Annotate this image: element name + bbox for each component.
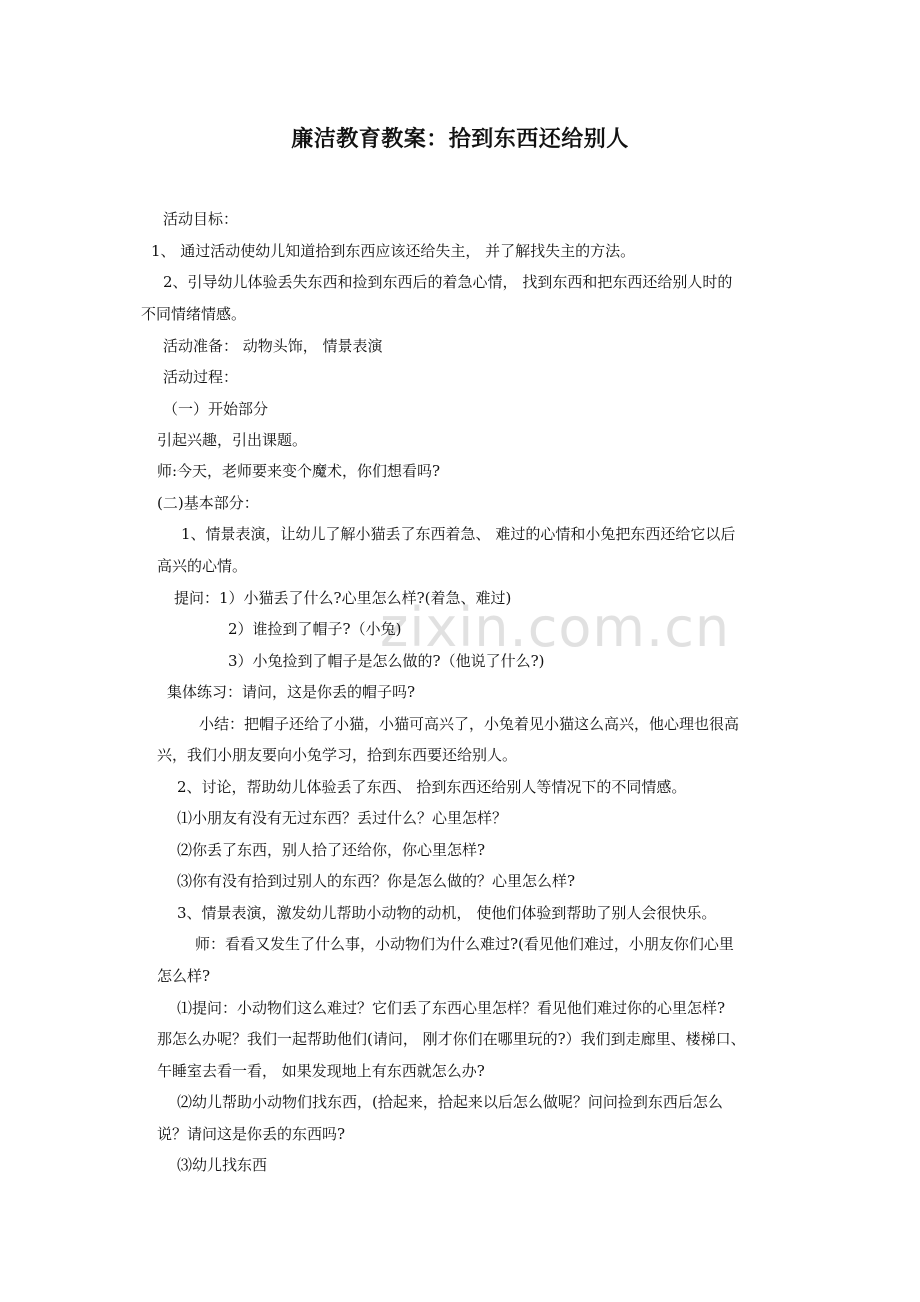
text-line: 说？请问这是你丢的东西吗? bbox=[157, 1125, 346, 1143]
text-line: 怎么样? bbox=[157, 967, 211, 985]
text-line: 高兴的心情。 bbox=[157, 557, 248, 575]
text-line: ⑶幼儿找东西 bbox=[177, 1156, 268, 1174]
text-line: 不同情绪情感。 bbox=[141, 305, 247, 323]
text-line: 午睡室去看一看， 如果发现地上有东西就怎么办? bbox=[157, 1062, 485, 1080]
text-line: 3）小兔捡到了帽子是怎么做的?（他说了什么?) bbox=[228, 652, 545, 670]
text-line: ⑴提问：小动物们这么难过？它们丢了东西心里怎样？看见他们难过你的心里怎样? bbox=[177, 999, 726, 1017]
text-line: 师:今天，老师要来变个魔术，你们想看吗? bbox=[157, 462, 441, 480]
text-line: 2、讨论，帮助幼儿体验丢了东西、 拾到东西还给别人等情况下的不同情感。 bbox=[177, 778, 687, 796]
text-line: （一）开始部分 bbox=[163, 400, 269, 418]
text-line: ⑶你有没有拾到过别人的东西？你是怎么做的？心里怎么样? bbox=[177, 872, 576, 890]
text-line: 引起兴趣，引出课题。 bbox=[157, 431, 308, 449]
document-title: 廉洁教育教案：拾到东西还给别人 bbox=[291, 127, 629, 152]
text-line: 活动目标： bbox=[163, 210, 239, 228]
text-line: 2、引导幼儿体验丢失东西和捡到东西后的着急心情， 找到东西和把东西还给别人时的 bbox=[163, 273, 733, 291]
text-line: 1、情景表演，让幼儿了解小猫丢了东西着急、 难过的心情和小兔把东西还给它以后 bbox=[181, 525, 736, 543]
text-line: 兴，我们小朋友要向小兔学习，拾到东西要还给别人。 bbox=[157, 746, 518, 764]
text-line: ⑴小朋友有没有无过东西？丢过什么？心里怎样？ bbox=[177, 809, 508, 827]
text-line: 3、情景表演，激发幼儿帮助小动物的动机， 使他们体验到帮助了别人会很快乐。 bbox=[177, 904, 717, 922]
text-line: 活动过程： bbox=[163, 368, 239, 386]
text-line: ⑵幼儿帮助小动物们找东西，(拾起来，拾起来以后怎么做呢？问问捡到东西后怎么 bbox=[177, 1093, 723, 1111]
text-line: 集体练习：请问，这是你丢的帽子吗? bbox=[167, 683, 416, 701]
watermark-text: zixin.com.cn bbox=[380, 596, 731, 659]
text-line: 2）谁捡到了帽子?（小兔) bbox=[228, 620, 402, 638]
text-line: (二)基本部分： bbox=[157, 494, 259, 512]
text-line: ⑵你丢了东西，别人拾了还给你，你心里怎样? bbox=[177, 841, 486, 859]
text-line: 那怎么办呢？我们一起帮助他们(请问， 刚才你们在哪里玩的?）我们到走廊里、楼梯口、 bbox=[157, 1030, 746, 1048]
text-line: 活动准备： 动物头饰， 情景表演 bbox=[163, 337, 383, 355]
text-line: 小结：把帽子还给了小猫，小猫可高兴了，小兔着见小猫这么高兴，他心理也很高 bbox=[199, 715, 740, 733]
text-line: 师：看看又发生了什么事，小动物们为什么难过?(看见他们难过，小朋友你们心里 bbox=[195, 935, 734, 953]
text-line: 1、 通过活动使幼儿知道拾到东西应该还给失主， 并了解找失主的方法。 bbox=[151, 242, 636, 260]
text-line: 提问：1）小猫丢了什么?心里怎么样?(着急、难过) bbox=[174, 589, 512, 607]
